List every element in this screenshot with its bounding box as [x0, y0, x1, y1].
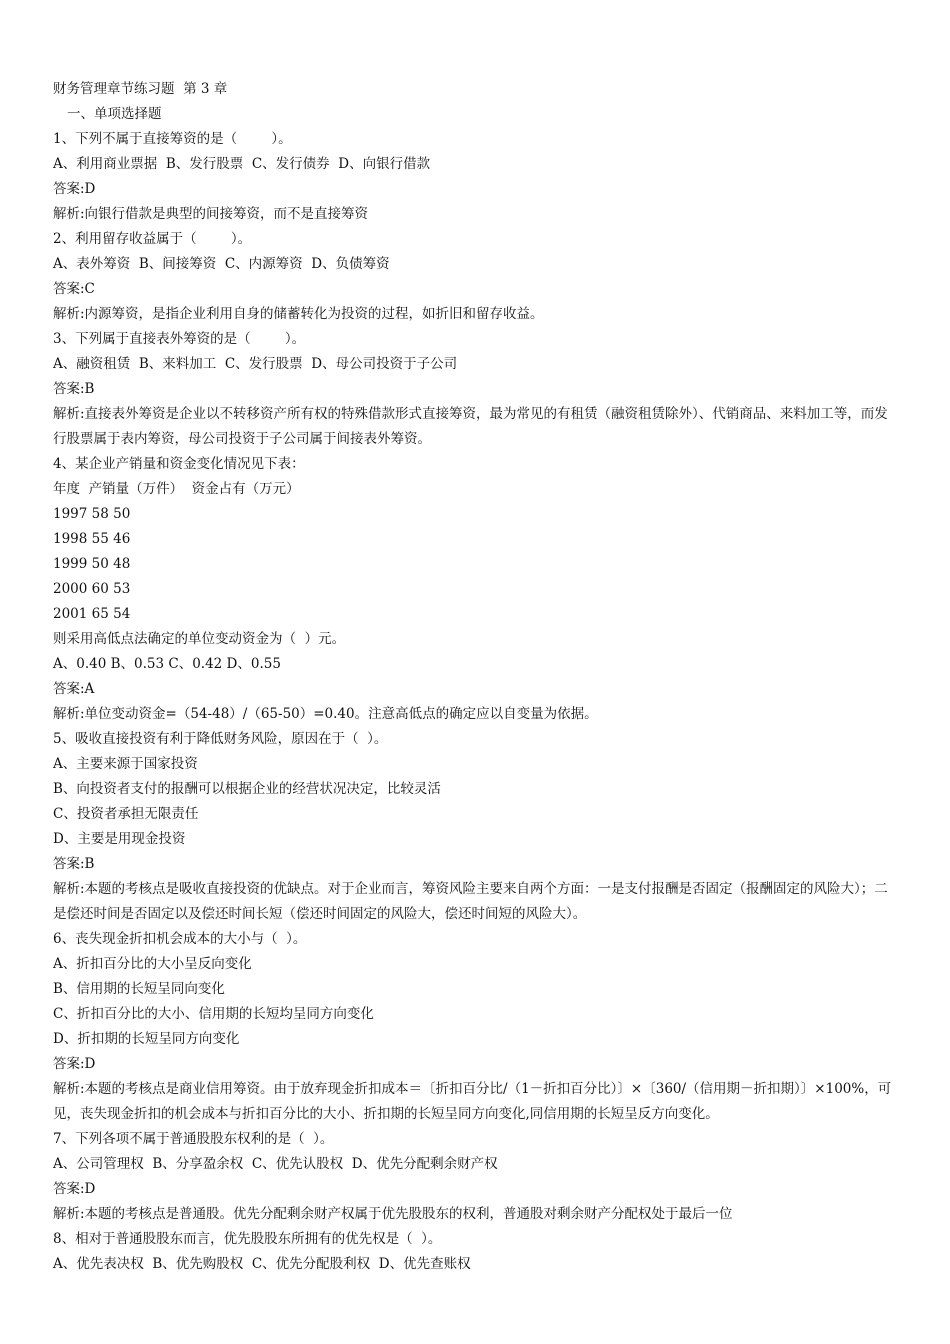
answer-2: 答案:C	[53, 281, 95, 297]
table-row: 2001 65 54	[53, 606, 131, 622]
option-5b: B、向投资者支付的报酬可以根据企业的经营状况决定，比较灵活	[53, 781, 441, 797]
option-6b: B、信用期的长短呈同向变化	[53, 981, 225, 997]
options-8: A、优先表决权 B、优先购股权 C、优先分配股利权 D、优先查账权	[53, 1256, 471, 1272]
options-3: A、融资租赁 B、来料加工 C、发行股票 D、母公司投资于子公司	[53, 356, 458, 372]
options-4: A、0.40 B、0.53 C、0.42 D、0.55	[53, 656, 281, 672]
question-3: 3、下列属于直接表外筹资的是（ ）。	[53, 331, 306, 347]
option-6c: C、折扣百分比的大小、信用期的长短均呈同方向变化	[53, 1006, 374, 1022]
question-1: 1、下列不属于直接筹资的是（ ）。	[53, 131, 292, 147]
option-5c: C、投资者承担无限责任	[53, 806, 199, 822]
answer-3: 答案:B	[53, 381, 95, 397]
analysis-6: 解析:本题的考核点是商业信用筹资。由于放弃现金折扣成本＝〔折扣百分比/（1－折扣百分比）〕×〔360/（信用期－折扣期）〕×100%，可见，丧失现金折扣的机会成本与折扣百分比的大小、折扣期的长短呈同方向变化,同信用期的长短呈反方向变化。	[53, 1081, 892, 1122]
answer-1: 答案:D	[53, 181, 96, 197]
answer-6: 答案:D	[53, 1056, 96, 1072]
question-5: 5、吸收直接投资有利于降低财务风险，原因在于（ ）。	[53, 731, 388, 747]
options-7: A、公司管理权 B、分享盈余权 C、优先认股权 D、优先分配剩余财产权	[53, 1156, 498, 1172]
question-7: 7、下列各项不属于普通股股东权利的是（ ）。	[53, 1131, 334, 1147]
answer-7: 答案:D	[53, 1181, 96, 1197]
answer-5: 答案:B	[53, 856, 95, 872]
question-2: 2、利用留存收益属于（ ）。	[53, 231, 252, 247]
analysis-1: 解析:向银行借款是典型的间接筹资，而不是直接筹资	[53, 206, 369, 222]
option-6d: D、折扣期的长短呈同方向变化	[53, 1031, 240, 1047]
question-8: 8、相对于普通股股东而言，优先股股东所拥有的优先权是（ ）。	[53, 1231, 442, 1247]
table-row: 1997 58 50	[53, 506, 131, 522]
analysis-4: 解析:单位变动资金=（54-48）/（65-50）=0.40。注意高低点的确定应以自变量为依据。	[53, 706, 598, 722]
analysis-7: 解析:本题的考核点是普通股。优先分配剩余财产权属于优先股股东的权利，普通股对剩余财产分配权处于最后一位	[53, 1206, 733, 1222]
question-4-stem: 则采用高低点法确定的单位变动资金为（ ）元。	[53, 631, 346, 647]
analysis-2: 解析:内源筹资，是指企业利用自身的储蓄转化为投资的过程，如折旧和留存收益。	[53, 306, 544, 322]
section-heading: 一、单项选择题	[67, 106, 162, 122]
table-header: 年度 产销量（万件） 资金占有（万元）	[53, 481, 300, 497]
doc-title: 财务管理章节练习题 第 3 章	[53, 81, 228, 97]
option-5a: A、主要来源于国家投资	[53, 756, 198, 772]
answer-4: 答案:A	[53, 681, 95, 697]
question-6: 6、丧失现金折扣机会成本的大小与（ ）。	[53, 931, 307, 947]
option-6a: A、折扣百分比的大小呈反向变化	[53, 956, 252, 972]
table-row: 1998 55 46	[53, 531, 131, 547]
options-2: A、表外筹资 B、间接筹资 C、内源筹资 D、负债筹资	[53, 256, 390, 272]
table-row: 2000 60 53	[53, 581, 131, 597]
question-4: 4、某企业产销量和资金变化情况见下表：	[53, 456, 305, 472]
analysis-3: 解析:直接表外筹资是企业以不转移资产所有权的特殊借款形式直接筹资，最为常见的有租赁（融资租赁除外）、代销商品、来料加工等，而发行股票属于表内筹资，母公司投资于子公司属于间接表外筹资。	[53, 406, 888, 447]
option-5d: D、主要是用现金投资	[53, 831, 186, 847]
options-1: A、利用商业票据 B、发行股票 C、发行债券 D、向银行借款	[53, 156, 431, 172]
table-row: 1999 50 48	[53, 556, 131, 572]
document-page	[53, 77, 898, 1277]
analysis-5: 解析:本题的考核点是吸收直接投资的优缺点。对于企业而言，筹资风险主要来自两个方面：一是支付报酬是否固定（报酬固定的风险大）；二是偿还时间是否固定以及偿还时间长短（偿还时间固定的风险大，偿还时间短的风险大）。	[53, 881, 888, 922]
